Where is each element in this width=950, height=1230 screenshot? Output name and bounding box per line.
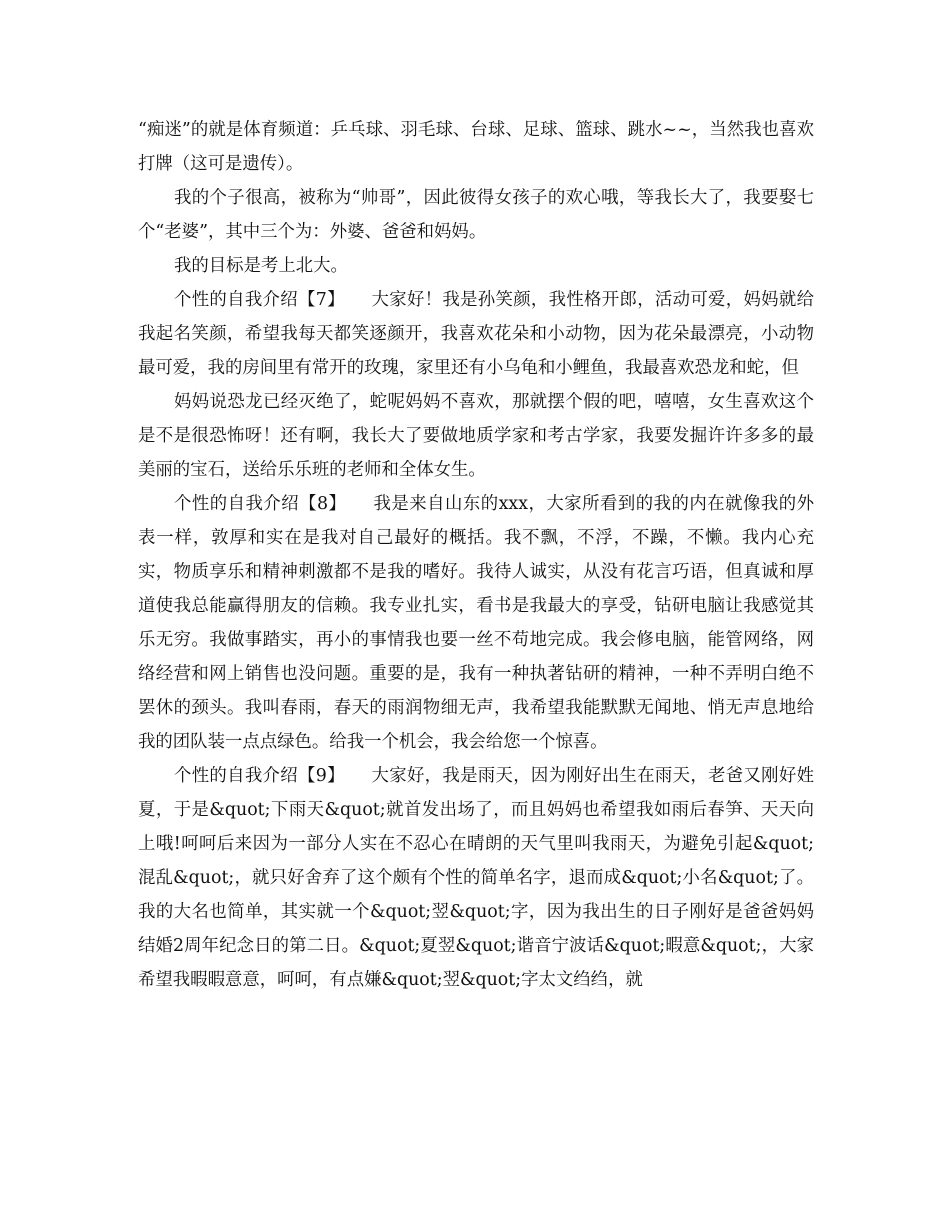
document-body <box>138 113 814 997</box>
paragraph-intro-8: 个性的自我介绍【8】 我是来自山东的xxx，大家所看到的我的内在就像我的外表一样，敦厚和实在是我对自己最好的概括。我不飘，不浮，不躁，不懒。我内心充实，物质享乐和精神刺激都不是我的嗜好。我待人诚实，从没有花言巧语，但真诚和厚道使我总能赢得朋友的信赖。我专业扎实，看书是我最大的享受，钻研电脑让我感觉其乐无穷。我做事踏实，再小的事情我也要一丝不苟地完成。我会修电脑，能管网络，网络经营和网上销售也没问题。重要的是，我有一种执著钻研的精神，一种不弄明白绝不罢休的颈头。我叫春雨，春天的雨润物细无声，我希望我能默默无闻地、悄无声息地给我的团队装一点点绿色。给我一个机会，我会给您一个惊喜。 <box>138 494 814 752</box>
paragraph-intro-9: 个性的自我介绍【9】 大家好，我是雨天，因为刚好出生在雨天，老爸又刚好姓夏，于是&quot;下雨天&quot;就首发出场了，而且妈妈也希望我如雨后春笋、天天向上哦!呵呵后来因为一部分人实在不忍心在晴朗的天气里叫我雨天，为避免引起&quot;混乱&quot;，就只好舍弃了这个颇有个性的简单名字，退而成&quot;小名&quot;了。我的大名也简单，其实就一个&quot;翌&quot;字，因为我出生的日子刚好是爸爸妈妈结婚2周年纪念日的第二日。&quot;夏翌&quot;谐音宁波话&quot;暇意&quot;，大家希望我暇暇意意，呵呵，有点嫌&quot;翌&quot;字太文绉绉，就 <box>138 766 814 990</box>
paragraph-hobbies: “痴迷”的就是体育频道：乒乓球、羽毛球、台球、足球、篮球、跳水~~，当然我也喜欢打牌（这可是遗传）。 <box>138 120 814 174</box>
paragraph-goal: 我的目标是考上北大。 <box>174 256 348 276</box>
paragraph-height: 我的个子很高，被称为“帅哥”，因此彼得女孩子的欢心哦，等我长大了，我要娶七个“老婆”，其中三个为：外婆、爸爸和妈妈。 <box>138 188 814 242</box>
paragraph-intro-7-continued: 妈妈说恐龙已经灭绝了，蛇呢妈妈不喜欢，那就摆个假的吧，嘻嘻，女生喜欢这个是不是很恐怖呀！还有啊，我长大了要做地质学家和考古学家，我要发掘许许多多的最美丽的宝石，送给乐乐班的老师和全体女生。 <box>138 392 814 480</box>
paragraph-intro-7: 个性的自我介绍【7】 大家好！我是孙笑颜，我性格开郎，活动可爱，妈妈就给我起名笑颜，希望我每天都笑逐颜开，我喜欢花朵和小动物，因为花朵最漂亮，小动物最可爱，我的房间里有常开的玫瑰，家里还有小乌龟和小鲤鱼，我最喜欢恐龙和蛇，但 <box>138 290 814 378</box>
